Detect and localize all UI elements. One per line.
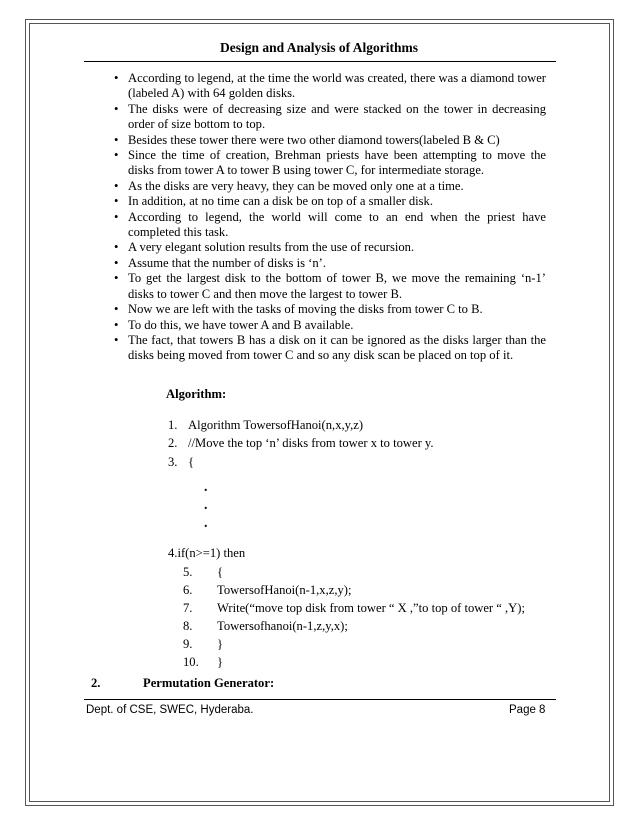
bullet-dot: •: [114, 317, 119, 332]
bullet-dot: •: [114, 101, 119, 116]
ellipsis-dot: .: [204, 498, 208, 513]
bullet-text: The fact, that towers B has a disk on it can be ignored as the disks larger than the disks being moved from tower C and so any disk scan be placed on top of it.: [128, 332, 546, 363]
bullet-item: [93, 102, 546, 133]
header-rule: [84, 61, 556, 62]
line-number: 1.: [168, 418, 178, 432]
bullet-dot: •: [114, 148, 119, 163]
bullet-list: [93, 71, 546, 364]
bullet-item: [93, 148, 546, 179]
bullet-text: According to legend, at the time the world was created, there was a diamond tower (labeled A) with 64 golden disks.: [128, 71, 546, 101]
line-number: 7.: [183, 601, 193, 615]
algorithm-heading: Algorithm:: [166, 387, 227, 401]
bullet-item: [93, 318, 546, 333]
line-number: 3.: [168, 455, 178, 469]
bullet-item: [93, 133, 546, 148]
line-text: Towersofhanoi(n-1,z,y,x);: [217, 619, 348, 633]
bullet-text: Assume that the number of disks is ‘n’.: [128, 255, 326, 270]
line-number: 9.: [183, 637, 193, 651]
bullet-dot: •: [114, 271, 119, 286]
bullet-dot: •: [114, 132, 119, 147]
line-number: 10.: [183, 655, 199, 669]
bullet-item: [93, 179, 546, 194]
line-number: 5.: [183, 565, 193, 579]
bullet-text: The disks were of decreasing size and were stacked on the tower in decreasing order of size bottom to top.: [128, 101, 546, 132]
bullet-text: As the disks are very heavy, they can be moved only one at a time.: [128, 178, 464, 193]
footer-department: Dept. of CSE, SWEC, Hyderaba.: [86, 704, 254, 716]
bullet-dot: •: [114, 240, 119, 255]
bullet-dot: •: [114, 194, 119, 209]
bullet-text: According to legend, the world will come to an end when the priest have completed this task.: [128, 209, 546, 240]
bullet-dot: •: [114, 302, 119, 317]
line-text: }: [217, 655, 224, 669]
line-text: Algorithm TowersofHanoi(n,x,y,z): [188, 418, 364, 432]
bullet-item: [93, 271, 546, 302]
section-number: 2.: [91, 676, 101, 690]
page-header-title: Design and Analysis of Algorithms: [219, 40, 419, 55]
ellipsis-dot: .: [204, 480, 208, 495]
bullet-text: To do this, we have tower A and B available.: [128, 317, 354, 332]
line-text: {: [188, 455, 195, 469]
bullet-text: A very elegant solution results from the use of recursion.: [128, 240, 415, 255]
line-text: Write(“move top disk from tower “ X ,”to top of tower “ ,Y);: [217, 601, 525, 615]
bullet-item: [93, 71, 546, 102]
bullet-text: To get the largest disk to the bottom of tower B, we move the remaining ‘n-1’ disks to tower C and then move the largest to tower B.: [128, 271, 546, 301]
algorithm-if-line: 4.if(n>=1) then: [168, 546, 246, 560]
bullet-text: Since the time of creation, Brehman priests have been attempting to move the disks from tower A to tower B using tower C, for intermediate storage.: [128, 148, 546, 178]
line-number: 8.: [183, 619, 193, 633]
bullet-item: [93, 302, 546, 317]
line-text: //Move the top ‘n’ disks from tower x to tower y.: [188, 436, 434, 450]
bullet-dot: •: [114, 209, 119, 224]
footer-rule: [84, 699, 556, 700]
bullet-dot: •: [114, 332, 119, 347]
line-text: {: [217, 565, 224, 579]
bullet-item: [93, 194, 546, 209]
bullet-item: [93, 240, 546, 255]
bullet-item: [93, 333, 546, 364]
footer-page-number: Page 8: [509, 704, 546, 716]
bullet-text: Now we are left with the tasks of moving the disks from tower C to B.: [128, 302, 483, 317]
bullet-text: Besides these tower there were two other diamond towers(labeled B & C): [128, 132, 500, 147]
line-number: 6.: [183, 583, 193, 597]
bullet-text: In addition, at no time can a disk be on top of a smaller disk.: [128, 194, 433, 209]
line-text: }: [217, 637, 224, 651]
bullet-item: [93, 256, 546, 271]
line-text: TowersofHanoi(n-1,x,z,y);: [217, 583, 352, 597]
bullet-dot: •: [114, 255, 119, 270]
ellipsis-dot: .: [204, 516, 208, 531]
bullet-dot: •: [114, 178, 119, 193]
bullet-item: [93, 210, 546, 241]
bullet-dot: •: [114, 71, 119, 85]
section-title: Permutation Generator:: [143, 676, 275, 690]
line-number: 2.: [168, 436, 178, 450]
